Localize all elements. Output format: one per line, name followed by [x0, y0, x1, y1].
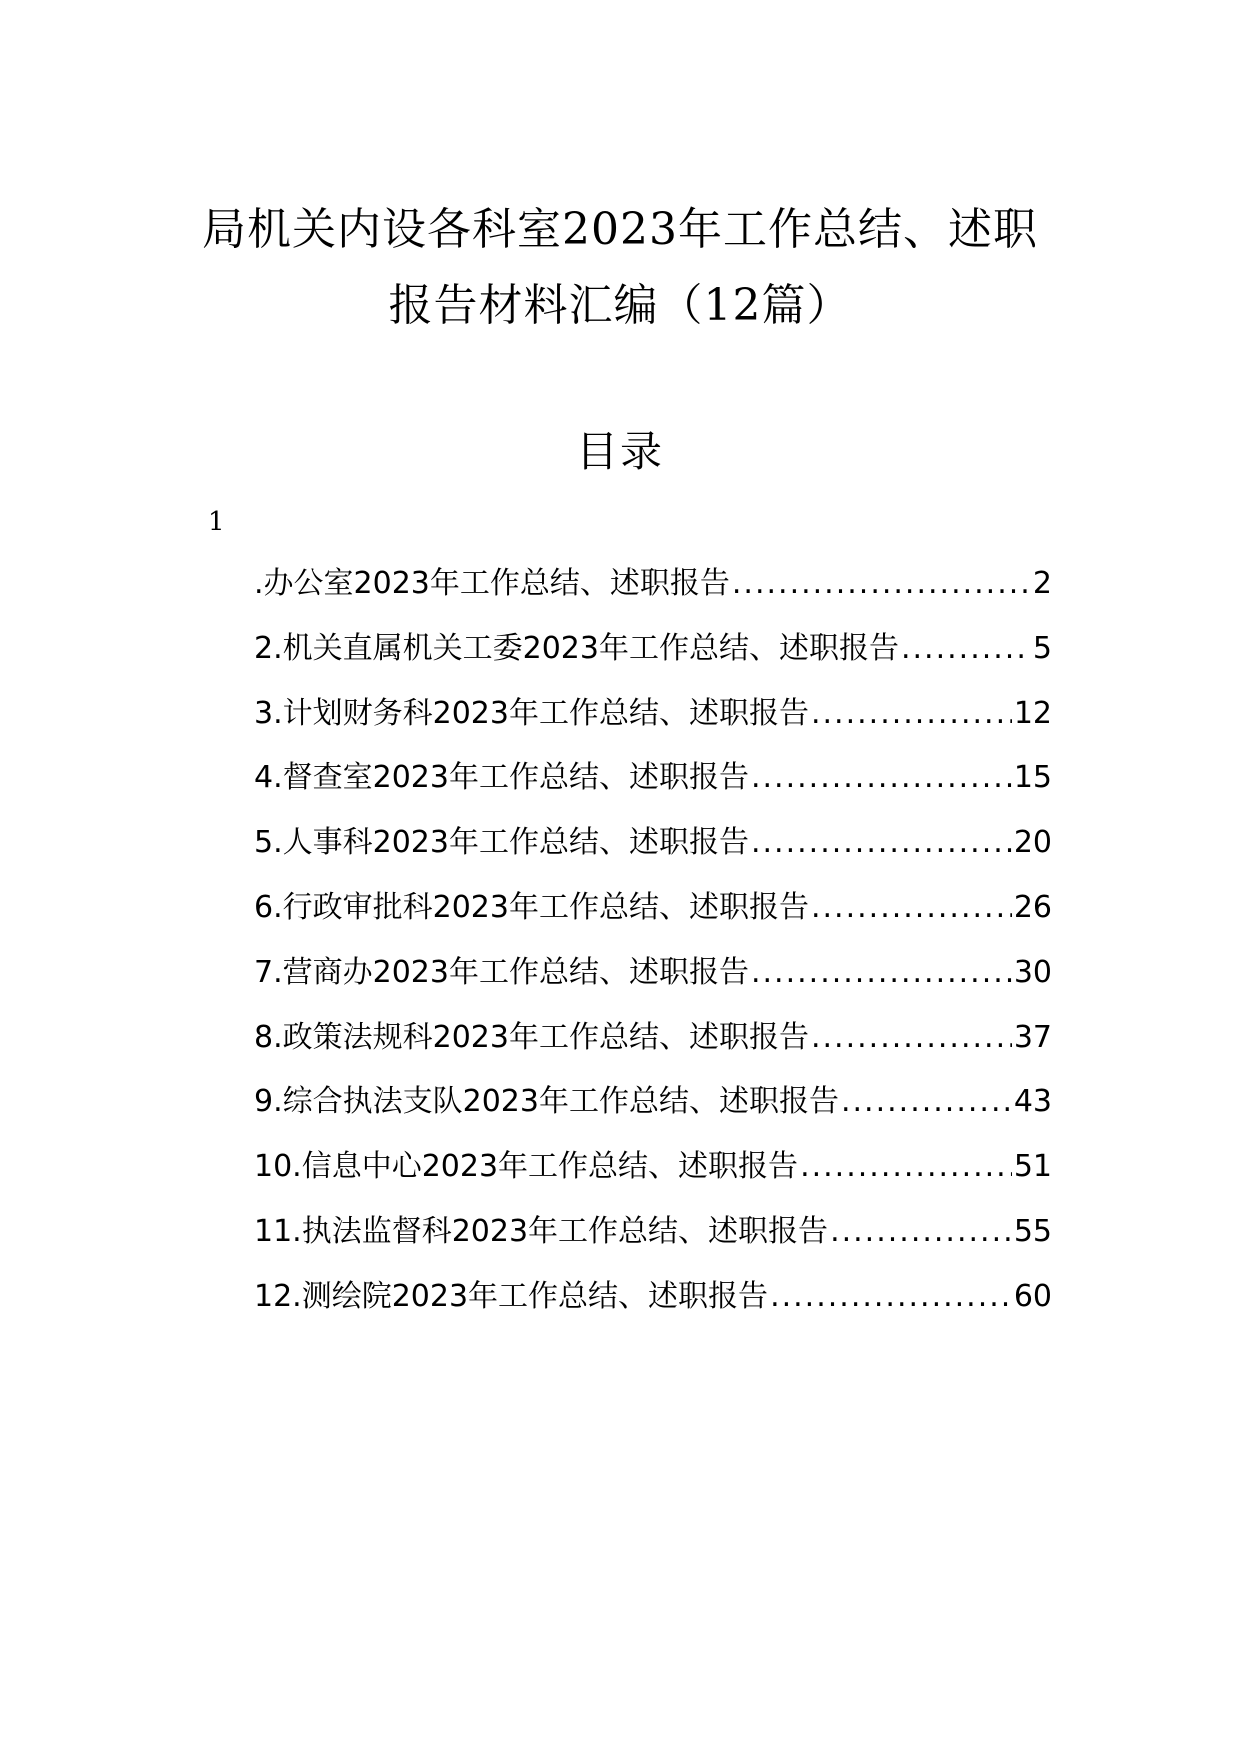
toc-entry-label: 7.营商办2023年工作总结、述职报告	[254, 954, 749, 990]
document-title	[150, 192, 1090, 344]
toc-entry-page: 15	[1013, 760, 1052, 796]
toc-leader-dots	[751, 754, 1012, 802]
toc-leader-dots	[800, 1143, 1012, 1191]
toc-entry-12[interactable]	[254, 1273, 1052, 1338]
toc-entry-page: 20	[1013, 825, 1052, 861]
toc-leader-dots	[811, 1014, 1012, 1062]
toc-entry-page: 37	[1013, 1019, 1052, 1055]
toc-leader-dots	[830, 1208, 1012, 1256]
toc-leader-dots	[841, 1078, 1012, 1126]
toc-entry-page: 30	[1013, 954, 1052, 990]
document-title-line-2: 报告材料汇编（12篇）	[388, 280, 852, 331]
toc-leader-dots	[751, 949, 1012, 997]
toc-entry-page: 2	[1032, 566, 1052, 601]
toc-entry-label: 12.测绘院2023年工作总结、述职报告	[254, 1278, 769, 1314]
stray-list-number: 1	[208, 507, 225, 537]
document-title-line-1: 局机关内设各科室2023年工作总结、述职	[202, 204, 1038, 255]
toc-entry-page: 5	[1032, 630, 1052, 666]
toc-entry-8[interactable]	[254, 1014, 1052, 1079]
toc-entry-label: 9.综合执法支队2023年工作总结、述职报告	[254, 1084, 839, 1120]
toc-leader-dots	[811, 884, 1012, 932]
toc-entry-label: 5.人事科2023年工作总结、述职报告	[254, 825, 749, 861]
toc-entry-page: 43	[1013, 1084, 1052, 1120]
toc-entry-label: 3.计划财务科2023年工作总结、述职报告	[254, 695, 809, 731]
toc-entry-label: 2.机关直属机关工委2023年工作总结、述职报告	[254, 630, 899, 666]
toc-entry-label: 8.政策法规科2023年工作总结、述职报告	[254, 1019, 809, 1055]
toc-leader-dots	[770, 1273, 1012, 1321]
toc-entry-label: 4.督查室2023年工作总结、述职报告	[254, 760, 749, 796]
toc-entry-label: 10.信息中心2023年工作总结、述职报告	[254, 1149, 799, 1185]
toc-entry-page: 51	[1013, 1149, 1052, 1185]
toc-entry-6[interactable]	[254, 884, 1052, 949]
toc-entry-9[interactable]	[254, 1078, 1052, 1143]
toc-leader-dots	[732, 560, 1031, 608]
toc-entry-label: 6.行政审批科2023年工作总结、述职报告	[254, 889, 809, 925]
toc-entry-5[interactable]	[254, 819, 1052, 884]
toc-entry-page: 60	[1013, 1278, 1052, 1314]
table-of-contents	[254, 560, 1052, 1338]
toc-entry-1[interactable]	[254, 560, 1052, 625]
toc-entry-11[interactable]	[254, 1208, 1052, 1273]
toc-entry-7[interactable]	[254, 949, 1052, 1014]
toc-entry-page: 12	[1013, 695, 1052, 731]
toc-entry-page: 55	[1013, 1213, 1052, 1249]
toc-entry-page: 26	[1013, 889, 1052, 925]
toc-entry-10[interactable]	[254, 1143, 1052, 1208]
toc-entry-4[interactable]	[254, 754, 1052, 819]
toc-entry-3[interactable]	[254, 690, 1052, 755]
toc-entry-label: 11.执法监督科2023年工作总结、述职报告	[254, 1213, 829, 1249]
toc-entry-label: .办公室2023年工作总结、述职报告	[254, 566, 730, 601]
toc-heading: 目录	[575, 427, 664, 476]
toc-leader-dots	[811, 690, 1012, 738]
toc-entry-2[interactable]	[254, 625, 1052, 690]
toc-leader-dots	[751, 819, 1012, 867]
toc-leader-dots	[901, 625, 1031, 673]
